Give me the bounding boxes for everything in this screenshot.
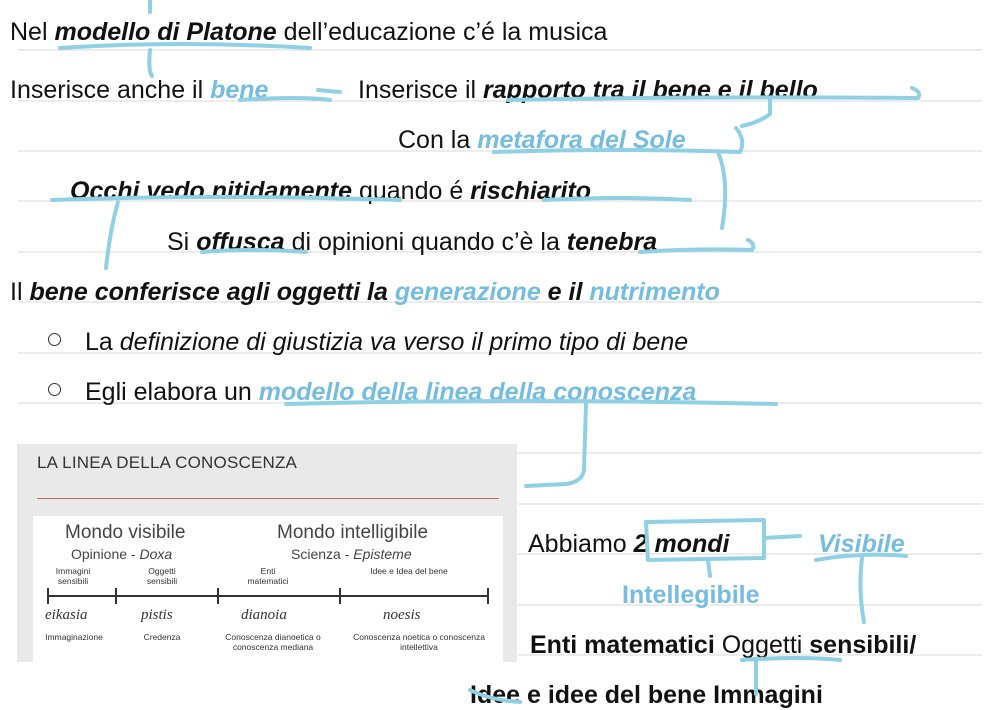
text: Il bbox=[10, 278, 30, 306]
key-term: rischiarito bbox=[470, 177, 592, 205]
intelligible-world-title: Mondo intelligibile bbox=[277, 522, 429, 543]
text: Nel bbox=[10, 18, 55, 46]
key-term: nutrimento bbox=[589, 278, 720, 306]
text: e il bbox=[540, 278, 590, 306]
text: Episteme bbox=[353, 546, 412, 562]
segment-greek-term: eikasia bbox=[45, 607, 88, 623]
axis-tick bbox=[217, 588, 219, 604]
text: Doxa bbox=[139, 546, 173, 562]
note-line-2 bbox=[10, 75, 268, 105]
segment-bottom-label: Conoscenza dianoetica o conoscenza mediana bbox=[225, 632, 321, 652]
segment-greek-term: pistis bbox=[141, 607, 173, 623]
knowledge-line-figure bbox=[17, 444, 517, 662]
key-term: Visibile bbox=[818, 530, 905, 558]
key-term: bene conferisce agli oggetti la bbox=[29, 278, 388, 306]
figure-diagram bbox=[33, 516, 503, 662]
segment-greek-term: dianoia bbox=[241, 607, 287, 623]
note-right-2 bbox=[622, 580, 760, 610]
bullet-circle-icon bbox=[48, 333, 61, 346]
note-line-3 bbox=[398, 125, 686, 155]
text: Inserisce anche il bbox=[10, 76, 211, 104]
segment-top-label: Enti matematici bbox=[247, 566, 289, 586]
key-term: Intellegibile bbox=[622, 581, 760, 609]
visible-world-title: Mondo visibile bbox=[65, 522, 186, 543]
axis-tick bbox=[47, 588, 49, 604]
text: Abbiamo bbox=[528, 530, 634, 558]
text: dell’educazione c’é la musica bbox=[276, 18, 608, 46]
segment-greek-term: noesis bbox=[383, 607, 421, 623]
figure-title: LA LINEA DELLA CONOSCENZA bbox=[37, 453, 298, 472]
key-term: modello di Platone bbox=[54, 18, 277, 46]
note-line-5 bbox=[167, 227, 657, 257]
note-right-4 bbox=[470, 680, 823, 710]
note-right-1 bbox=[528, 529, 729, 559]
intelligible-world-subtitle bbox=[291, 546, 412, 562]
segment-top-label: Immagini sensibili bbox=[55, 566, 91, 586]
knowledge-axis bbox=[47, 595, 489, 597]
text: Inserisce il bbox=[358, 76, 484, 104]
text: Scienza - bbox=[291, 546, 354, 562]
italic-text: definizione di giustizia va verso il primo tipo di bene bbox=[119, 328, 689, 356]
key-term: 2 mondi bbox=[633, 530, 730, 558]
text: Oggetti bbox=[714, 631, 810, 659]
key-term: Idee e idee del bene Immagini bbox=[470, 681, 823, 709]
visible-world-subtitle bbox=[71, 546, 172, 562]
segment-bottom-label: Immaginazione bbox=[45, 632, 103, 642]
key-term: Occhi vedo nitidamente bbox=[70, 177, 353, 205]
text: Egli elabora un bbox=[85, 378, 259, 406]
segment-top-label: Idee e Idea del bene bbox=[370, 566, 448, 576]
axis-tick bbox=[115, 588, 117, 604]
text: di opinioni quando c’è la bbox=[284, 228, 567, 256]
segment-bottom-label: Conoscenza noetica o conoscenza intellettiva bbox=[353, 632, 485, 652]
note-line-2b bbox=[358, 75, 818, 105]
bullet-item-2 bbox=[48, 377, 696, 407]
note-line-1 bbox=[10, 17, 607, 47]
key-term: tenebra bbox=[566, 228, 658, 256]
axis-tick bbox=[339, 588, 341, 604]
text: La bbox=[85, 328, 120, 356]
text: Si bbox=[167, 228, 197, 256]
key-term: Enti matematici bbox=[530, 631, 715, 659]
key-term: generazione bbox=[394, 278, 541, 306]
key-term: bene bbox=[210, 76, 269, 104]
divider bbox=[37, 498, 499, 499]
axis-tick bbox=[487, 588, 489, 604]
note-line-6 bbox=[10, 277, 720, 307]
bullet-item-1 bbox=[48, 327, 688, 357]
key-term: metafora del Sole bbox=[477, 126, 686, 154]
text: Opinione - bbox=[71, 546, 140, 562]
key-term: offusca bbox=[196, 228, 285, 256]
bullet-circle-icon bbox=[48, 383, 61, 396]
key-term: modello della linea della conoscenza bbox=[258, 378, 697, 406]
key-term: sensibili/ bbox=[809, 631, 917, 659]
text: quando é bbox=[352, 177, 471, 205]
note-right-1b bbox=[818, 529, 905, 559]
note-right-3 bbox=[530, 630, 916, 660]
text: Con la bbox=[398, 126, 478, 154]
segment-top-label: Oggetti sensibili bbox=[146, 566, 178, 586]
segment-bottom-label: Credenza bbox=[143, 632, 181, 642]
note-line-4 bbox=[70, 176, 591, 206]
key-term: rapporto tra il bene e il bello bbox=[483, 76, 818, 104]
